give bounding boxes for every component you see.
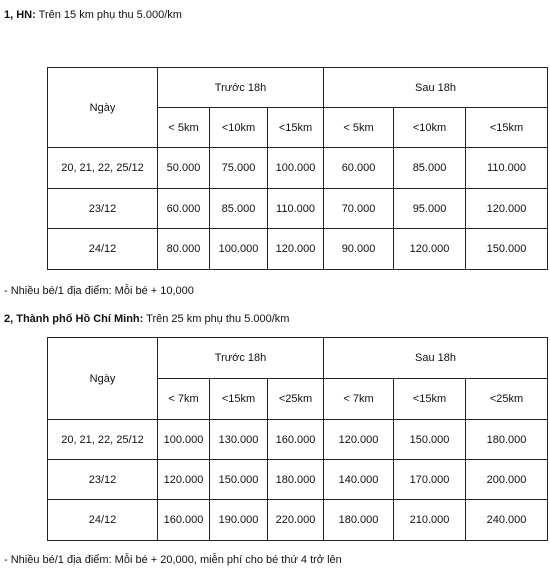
- price-cell: 180.000: [466, 420, 548, 460]
- col-header-day: Ngày: [48, 338, 158, 420]
- row-day: 24/12: [48, 229, 158, 270]
- price-cell: 90.000: [324, 229, 394, 270]
- price-cell: 150.000: [210, 460, 268, 500]
- price-cell: 190.000: [210, 500, 268, 541]
- group-header-before-18h: Trước 18h: [158, 338, 324, 379]
- price-cell: 60.000: [158, 189, 210, 229]
- sub-header: < 5km: [324, 108, 394, 148]
- price-cell: 180.000: [268, 460, 324, 500]
- sub-header: < 7km: [158, 379, 210, 420]
- price-cell: 120.000: [394, 229, 466, 270]
- sub-header: <15km: [268, 108, 324, 148]
- price-table-hn: [47, 67, 548, 270]
- price-cell: 210.000: [394, 500, 466, 541]
- price-cell: 120.000: [158, 460, 210, 500]
- price-cell: 50.000: [158, 148, 210, 189]
- sub-header: <15km: [210, 379, 268, 420]
- price-cell: 160.000: [268, 420, 324, 460]
- price-cell: 140.000: [324, 460, 394, 500]
- section2-heading: [4, 313, 289, 325]
- table-row: [48, 460, 548, 500]
- group-header-before-18h: Trước 18h: [158, 68, 324, 108]
- price-cell: 150.000: [394, 420, 466, 460]
- table-row: [48, 229, 548, 270]
- table-row: [48, 420, 548, 460]
- row-day: 23/12: [48, 460, 158, 500]
- col-header-day: Ngày: [48, 68, 158, 148]
- price-cell: 70.000: [324, 189, 394, 229]
- price-cell: 80.000: [158, 229, 210, 270]
- price-cell: 75.000: [210, 148, 268, 189]
- row-day: 24/12: [48, 500, 158, 541]
- row-day: 20, 21, 22, 25/12: [48, 420, 158, 460]
- price-cell: 240.000: [466, 500, 548, 541]
- sub-header: <15km: [394, 379, 466, 420]
- price-cell: 220.000: [268, 500, 324, 541]
- row-day: 20, 21, 22, 25/12: [48, 148, 158, 189]
- price-cell: 100.000: [210, 229, 268, 270]
- row-day: 23/12: [48, 189, 158, 229]
- price-cell: 120.000: [268, 229, 324, 270]
- table-row: [48, 500, 548, 541]
- price-cell: 120.000: [324, 420, 394, 460]
- sub-header: <25km: [268, 379, 324, 420]
- section1-heading-label: 1, HN:: [4, 9, 36, 21]
- sub-header: <10km: [394, 108, 466, 148]
- group-header-after-18h: Sau 18h: [324, 68, 548, 108]
- price-cell: 200.000: [466, 460, 548, 500]
- price-cell: 60.000: [324, 148, 394, 189]
- section2-heading-text: Trên 25 km phụ thu 5.000/km: [143, 313, 290, 325]
- price-cell: 100.000: [158, 420, 210, 460]
- sub-header: <15km: [466, 108, 548, 148]
- table-row: [48, 148, 548, 189]
- section1-note: - Nhiều bé/1 địa điểm: Mỗi bé + 10,000: [4, 285, 194, 297]
- table-row: [48, 189, 548, 229]
- price-cell: 110.000: [466, 148, 548, 189]
- price-cell: 130.000: [210, 420, 268, 460]
- section1-heading-text: Trên 15 km phụ thu 5.000/km: [35, 9, 182, 21]
- price-cell: 150.000: [466, 229, 548, 270]
- section1-heading: [4, 9, 182, 21]
- sub-header: <25km: [466, 379, 548, 420]
- price-cell: 95.000: [394, 189, 466, 229]
- price-cell: 100.000: [268, 148, 324, 189]
- price-cell: 85.000: [210, 189, 268, 229]
- price-cell: 110.000: [268, 189, 324, 229]
- sub-header: < 5km: [158, 108, 210, 148]
- price-cell: 85.000: [394, 148, 466, 189]
- price-cell: 170.000: [394, 460, 466, 500]
- price-cell: 180.000: [324, 500, 394, 541]
- group-header-after-18h: Sau 18h: [324, 338, 548, 379]
- price-table-hcm: [47, 337, 548, 541]
- price-cell: 160.000: [158, 500, 210, 541]
- section2-heading-label: 2, Thành phố Hồ Chí Minh:: [4, 313, 144, 325]
- section2-note: - Nhiều bé/1 địa điểm: Mỗi bé + 20,000, miễn phí cho bé thứ 4 trở lên: [4, 554, 342, 566]
- sub-header: <10km: [210, 108, 268, 148]
- sub-header: < 7km: [324, 379, 394, 420]
- price-cell: 120.000: [466, 189, 548, 229]
